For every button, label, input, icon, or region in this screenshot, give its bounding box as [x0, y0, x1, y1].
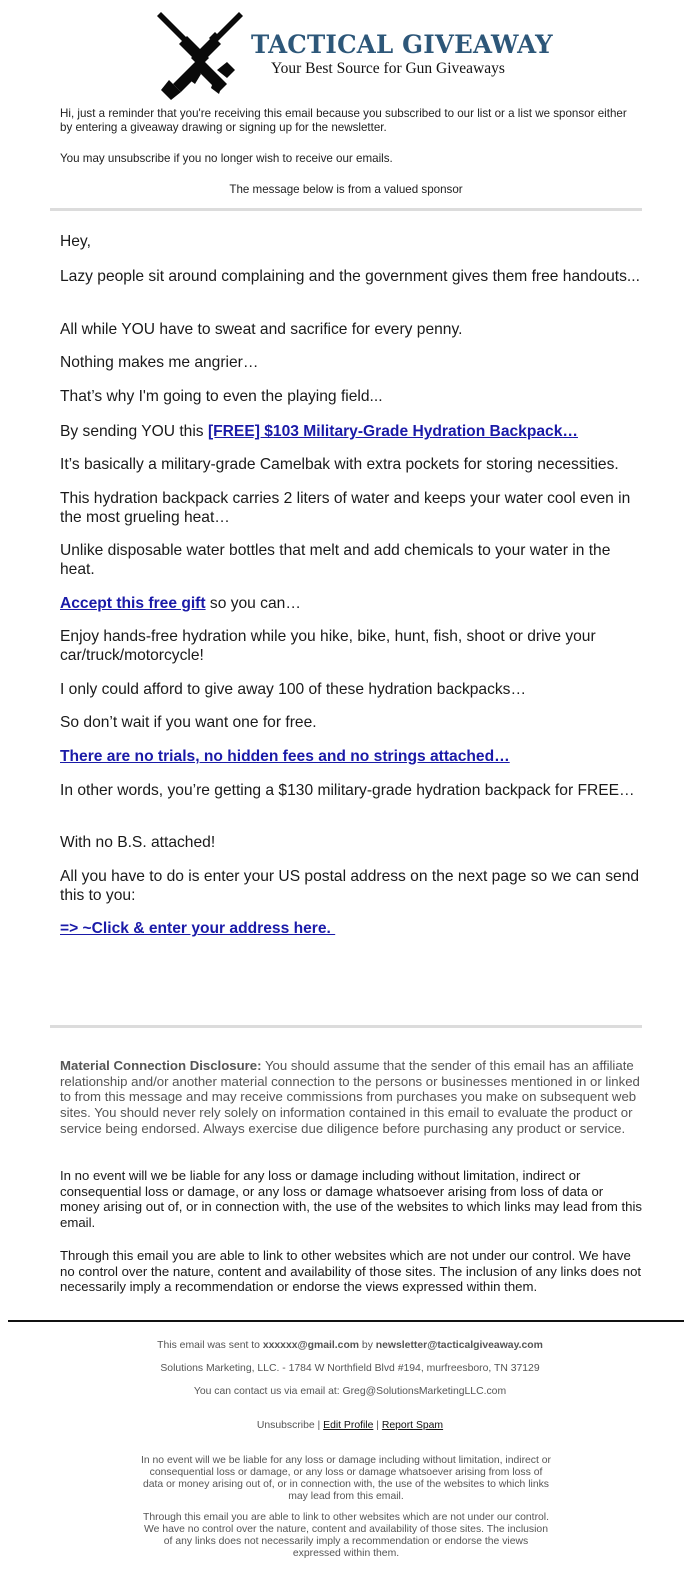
crossed-rifles-icon	[155, 8, 247, 100]
greeting: Hey,	[60, 233, 91, 250]
footer-divider	[8, 1320, 684, 1322]
accept-gift-link[interactable]: Accept this free gift	[60, 595, 206, 612]
footer-links	[0, 1420, 700, 1431]
separator: |	[373, 1420, 382, 1431]
liability-disclaimer: In no event will we be liable for any loss or damage including without limitation, indirect or consequential loss or damage, or any loss or damage whatsoever arising from loss of data or money arising out of, or in connection with, the use of the websites to which links may lead from this email.	[60, 1168, 643, 1231]
paragraph: This hydration backpack carries 2 liters of water and keeps your water cool even in the most grueling heat…	[60, 490, 631, 526]
paragraph: All you have to do is enter your US postal address on the next page so we can send this to you:	[60, 868, 640, 904]
paragraph	[60, 594, 640, 613]
paragraph: Nothing makes me angrier…	[60, 354, 259, 371]
disclosure-text: You should assume that the sender of this email has an affiliate relationship and/or another material connection to the persons or businesses mentioned in or linked to from this message and may receive commissions from purchases you make on subsequent web sites. You should never rely solely on information contained in this email to evaluate the product or service being endorsed. Always exercise due diligence before purchasing any product or service.	[60, 1058, 640, 1136]
contact-line: You can contact us via email at: Greg@SolutionsMarketingLLC.com	[193, 1386, 507, 1397]
paragraph: All while YOU have to sweat and sacrifice for every penny.	[60, 321, 463, 338]
sent-prefix: This email was sent to	[157, 1340, 263, 1351]
paragraph-text: By sending YOU this	[60, 423, 208, 440]
paragraph: With no B.S. attached!	[60, 834, 216, 851]
paragraph: Unlike disposable water bottles that melt and add chemicals to your water in the heat.	[60, 542, 611, 578]
edit-profile-link[interactable]: Edit Profile	[323, 1420, 374, 1431]
paragraph: I only could afford to give away 100 of these hydration backpacks…	[60, 681, 527, 698]
footer-external-links: Through this email you are able to link to other websites which are not under our control. We have no control over the nature, content and availability of those sites. The inclusion of any links does not necessarily imply a recommendation or endorse the views expressed within them.	[142, 1512, 550, 1559]
paragraph: It’s basically a military-grade Camelbak with extra pockets for storing necessities.	[60, 456, 619, 473]
divider	[50, 208, 642, 211]
sponsor-line: The message below is from a valued sponsor	[229, 183, 463, 196]
material-disclosure	[60, 1058, 645, 1137]
report-spam-link[interactable]: Report Spam	[381, 1420, 444, 1431]
sender-email: newsletter@tacticalgiveaway.com	[375, 1340, 543, 1351]
paragraph	[60, 919, 640, 938]
paragraph: That’s why I'm going to even the playing field...	[60, 388, 383, 405]
company-address: Solutions Marketing, LLC. - 1784 W Northfield Blvd #194, murfreesboro, TN 37129	[160, 1363, 540, 1374]
unsubscribe-link[interactable]: Unsubscribe	[256, 1420, 315, 1431]
divider	[50, 1025, 642, 1028]
backpack-offer-link[interactable]: [FREE] $103 Military-Grade Hydration Backpack…	[207, 423, 578, 440]
paragraph-text: so you can…	[205, 595, 301, 612]
paragraph: Enjoy hands-free hydration while you hike, bike, hunt, fish, shoot or drive your car/truck/motorcycle!	[60, 628, 596, 664]
paragraph	[60, 747, 640, 766]
subscription-reminder: Hi, just a reminder that you're receiving this email because you subscribed to our list or a list we sponsor either by entering a giveaway drawing or signing up for the newsletter.	[60, 107, 627, 134]
separator: |	[314, 1420, 324, 1431]
logo-title: TACTICAL GIVEAWAY	[251, 30, 553, 59]
paragraph: Lazy people sit around complaining and the government gives them free handouts...	[60, 268, 640, 285]
external-links-disclaimer: Through this email you are able to link to other websites which are not under our control. We have no control over the nature, content and availability of those sites. The inclusion of any links does not necessarily imply a recommendation or endorse the views expressed within them.	[60, 1248, 642, 1295]
paragraph	[60, 422, 640, 441]
no-strings-link[interactable]: There are no trials, no hidden fees and no strings attached…	[60, 748, 510, 765]
logo	[155, 8, 553, 100]
disclosure-label: Material Connection Disclosure:	[60, 1058, 262, 1073]
logo-subtitle: Your Best Source for Gun Giveaways	[271, 60, 505, 77]
paragraph: So don’t wait if you want one for free.	[60, 714, 317, 731]
paragraph: In other words, you’re getting a $130 military-grade hydration backpack for FREE…	[60, 782, 635, 799]
footer-liability: In no event will we be liable for any loss or damage including without limitation, indirect or consequential loss or damage, or any loss or damage whatsoever arising from loss of data or money arising out of, or in connection with, the use of the websites to which links may lead from this email.	[140, 1455, 552, 1502]
recipient-email: xxxxxx@gmail.com	[262, 1340, 360, 1351]
unsubscribe-note: You may unsubscribe if you no longer wish to receive our emails.	[60, 152, 393, 165]
enter-address-link[interactable]: => ~Click & enter your address here.	[60, 920, 336, 937]
sent-to-line	[0, 1340, 700, 1351]
sent-by: by	[359, 1340, 376, 1351]
